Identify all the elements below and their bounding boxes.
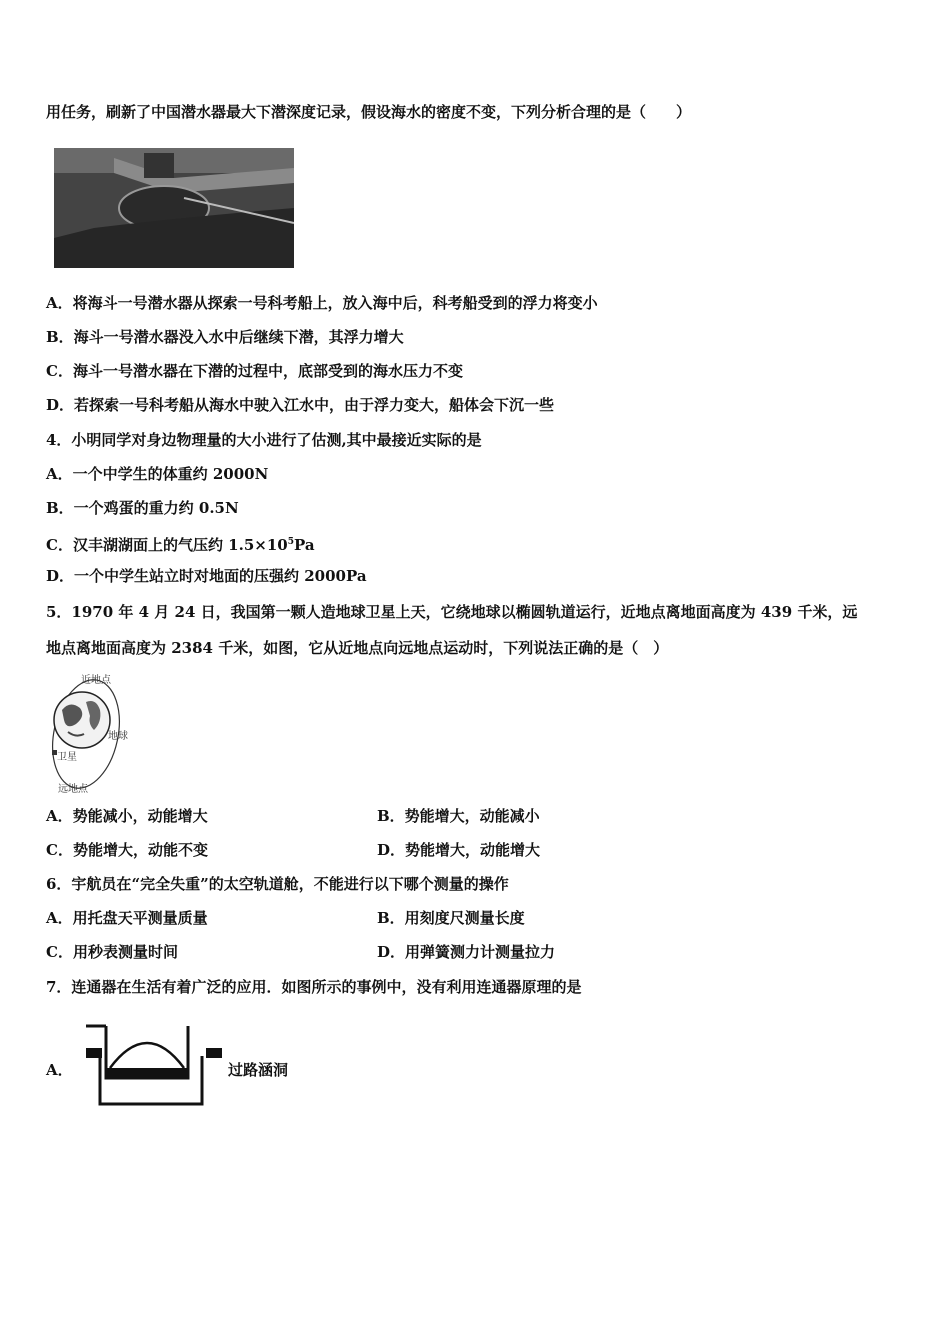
- option-4a: A．一个中学生的体重约 2000N: [46, 465, 269, 483]
- question-5-line1: 5．1970 年 4 月 24 日，我国第一颗人造地球卫星上天，它绕地球以椭圆轨道运行，近地点离地面高度为 439 千米，远: [46, 603, 858, 621]
- culvert-figure: [84, 1018, 224, 1110]
- option-7a-label: 过路涵洞: [228, 1061, 289, 1079]
- option-4d: D．一个中学生站立时对地面的压强约 2000Pa: [46, 567, 367, 585]
- option-3a: A．将海斗一号潜水器从探索一号科考船上，放入海中后，科考船受到的浮力将变小: [46, 294, 598, 312]
- option-3d: D．若探索一号科考船从海水中驶入江水中，由于浮力变大，船体会下沉一些: [46, 396, 555, 414]
- option-5b: B．势能增大，动能减小: [377, 807, 540, 825]
- question-4: 4．小明同学对身边物理量的大小进行了估测,其中最接近实际的是: [46, 431, 482, 449]
- option-3b: B．海斗一号潜水器没入水中后继续下潜，其浮力增大: [46, 328, 404, 346]
- option-7a: A．: [46, 1061, 73, 1079]
- option-5c: C．势能增大，动能不变: [46, 841, 208, 859]
- option-6b: B．用刻度尺测量长度: [377, 909, 525, 927]
- option-5a: A．势能减小，动能增大: [46, 807, 208, 825]
- option-4b: B．一个鸡蛋的重力约 0.5N: [46, 499, 239, 517]
- option-3c: C．海斗一号潜水器在下潜的过程中，底部受到的海水压力不变: [46, 362, 463, 380]
- option-4c-exponent: 5: [287, 537, 294, 547]
- earth-label: 地球: [108, 731, 128, 742]
- option-5d: D．势能增大，动能增大: [377, 841, 541, 859]
- question-6: 6．宇航员在“完全失重”的太空轨道舱，不能进行以下哪个测量的操作: [46, 875, 509, 893]
- line-intro: 用任务，刷新了中国潜水器最大下潜深度记录，假设海水的密度不变，下列分析合理的是（ ）: [46, 103, 692, 121]
- question-5-line2: 地点离地面高度为 2384 千米，如图，它从近地点向远地点运动时，下列说法正确的是（ ）: [46, 639, 669, 657]
- option-4c: [46, 532, 315, 555]
- satellite-label: 卫星: [57, 752, 77, 763]
- orbit-figure: [46, 672, 146, 794]
- option-4c-text: C．汉丰湖湖面上的气压约 1.5×10: [46, 536, 288, 554]
- option-6c: C．用秒表测量时间: [46, 943, 178, 961]
- near-point-label: 近地点: [81, 675, 111, 686]
- option-6d: D．用弹簧测力计测量拉力: [377, 943, 556, 961]
- option-4c-unit: Pa: [293, 536, 315, 554]
- submersible-photo: [54, 148, 294, 268]
- question-7: 7．连通器在生活有着广泛的应用．如图所示的事例中，没有利用连通器原理的是: [46, 978, 582, 996]
- far-point-label: 远地点: [58, 784, 88, 794]
- option-6a: A．用托盘天平测量质量: [46, 909, 208, 927]
